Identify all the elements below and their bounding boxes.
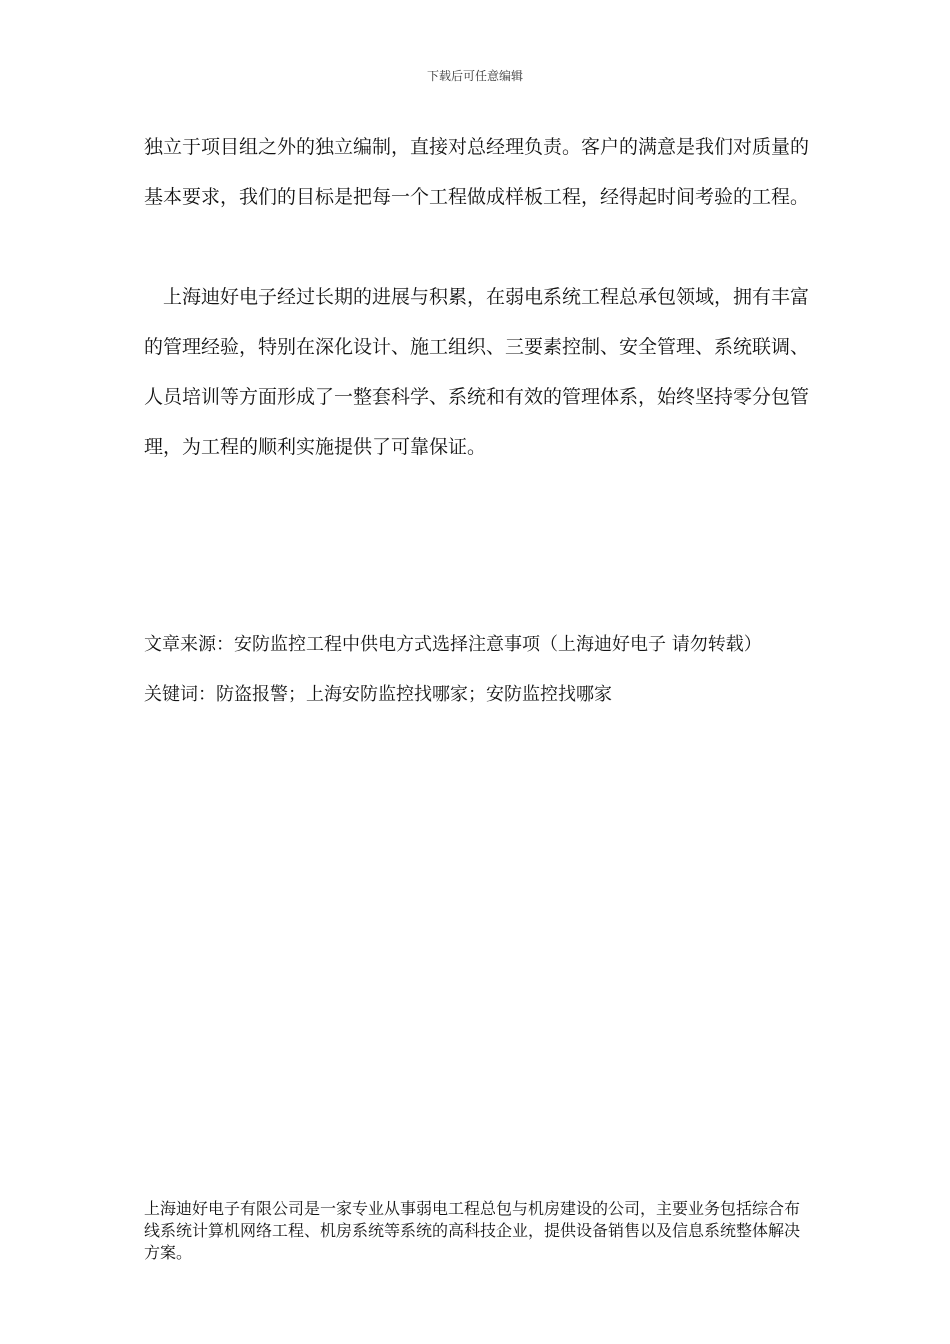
- body-paragraph-1: 独立于项目组之外的独立编制，直接对总经理负责。客户的满意是我们对质量的基本要求，我们的目标是把每一个工程做成样板工程，经得起时间考验的工程。: [144, 136, 810, 208]
- company-intro: 上海迪好电子有限公司是一家专业从事弱电工程总包与机房建设的公司，主要业务包括综合布线系统计算机网络工程、机房系统等系统的高科技企业，提供设备销售以及信息系统整体解决方案。: [144, 1199, 801, 1262]
- header-note: 下载后可任意编辑: [426, 69, 523, 83]
- body-paragraph-2: 上海迪好电子经过长期的进展与积累，在弱电系统工程总承包领域，拥有丰富的管理经验，特别在深化设计、施工组织、三要素控制、安全管理、系统联调、人员培训等方面形成了一整套科学、系统和有效的管理体系，始终坚持零分包管理，为工程的顺利实施提供了可靠保证。: [144, 286, 810, 458]
- article-keywords: 关键词：防盗报警；上海安防监控找哪家；安防监控找哪家: [144, 684, 612, 705]
- article-source: 文章来源：安防监控工程中供电方式选择注意事项（上海迪好电子 请勿转载）: [144, 634, 762, 655]
